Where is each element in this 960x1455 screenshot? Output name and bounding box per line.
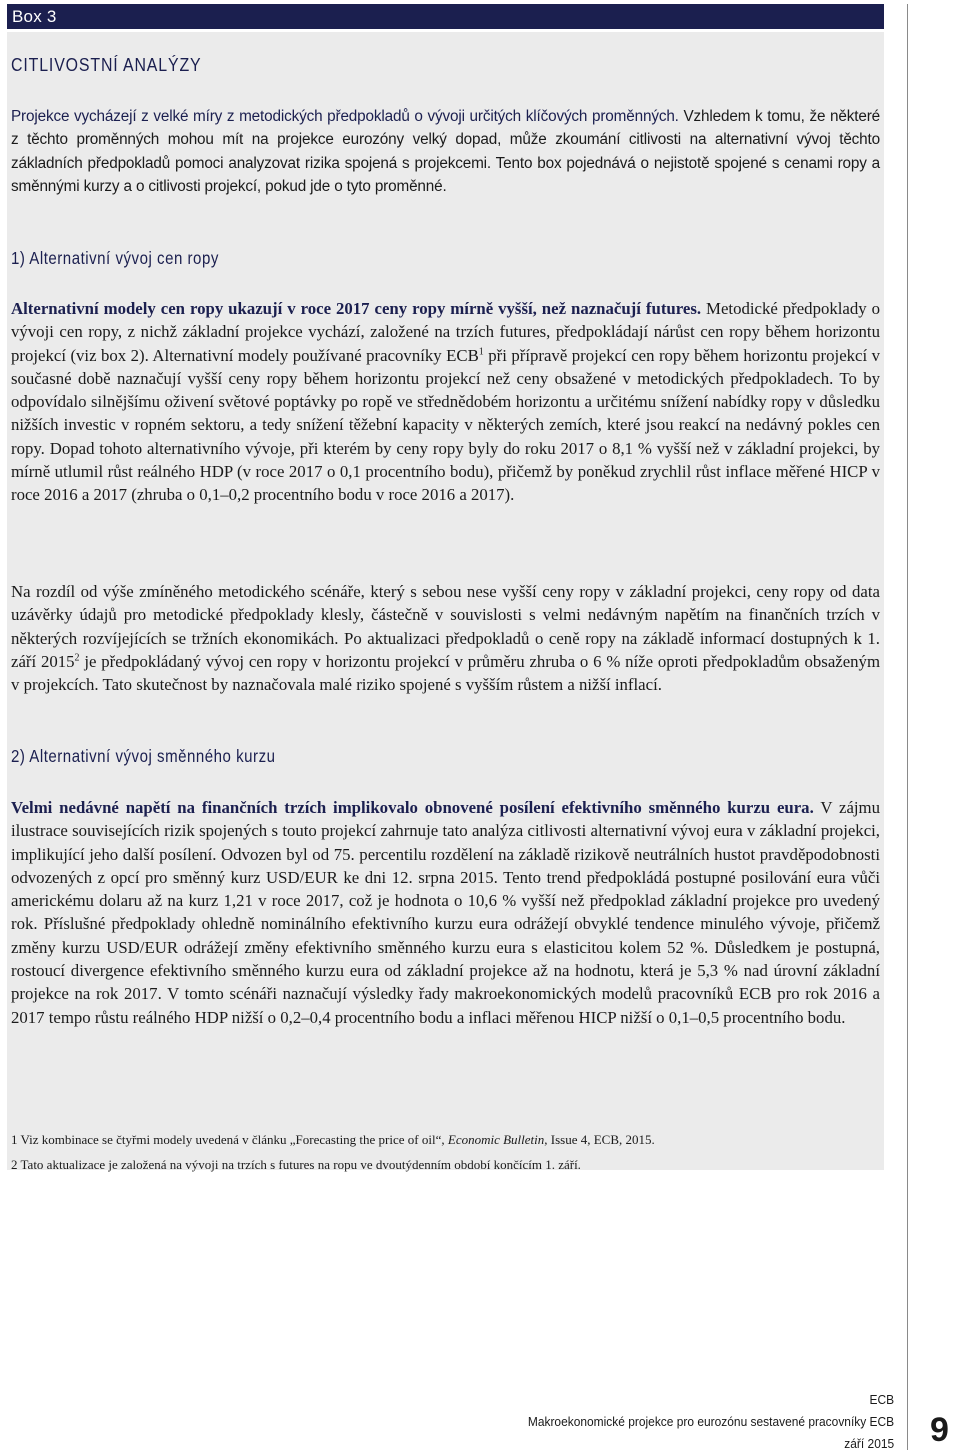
fx-body: V zájmu ilustrace souvisejících rizik spojených s touto projekcí zahrnuje tato analýza citlivosti alternativní vývoj eura v základní projekci, implikující jeho další posílení. Odvozen byl od 75. percentilu rozdělení na základě rizikově neutrálních hustot pravděpodobnosti odvozených z opcí pro směnný kurz USD/EUR ke dni 12. srpna 2015. Tento trend předpokládá postupné posilování eura vůči americkému dolaru až na kurz 1,21 v roce 2017, což je hodnota o 10,6 % vyšší než předpoklad základní projekce pro uvedený rok. Příslušné předpoklady ohledně nominálního efektivního kurzu eura odrážejí obvyklé tendence minulého vývoje, přičemž změny kurzu USD/EUR odrážejí změny efektivního směnného kurzu eura s elasticitou kolem 52 %. Důsledkem je postupná, rostoucí divergence efektivního směnného kurzu eura od základní projekce až na hodnotu, která je 5,3 % nad úrovní základní projekce na rok 2017. V tomto scénáři naznačují výsledky řady makroekonomických modelů pracovníků ECB pro rok 2016 a 2017 tempo růstu reálného HDP nižší o 0,2–0,4 procentního bodu a inflaci měřenou HICP nižší o 0,1–0,5 procentního bodu.	[11, 798, 880, 1027]
footer-org: ECB	[869, 1392, 894, 1407]
footnote-ref-1: 1	[478, 346, 484, 357]
oil-text-a: Metodické předpoklady o vývoji cen ropy, z nichž základní projekce vychází, založené na trzích futures, předpokládají nárůst cen ropy během horizontu projekcí (viz box 2). Alternativní modely používané pracovníky ECB	[11, 299, 880, 365]
footnote-2: 2 Tato aktualizace je založená na vývoji na trzích s futures na ropu ve dvoutýdenním období končícím 1. září.	[11, 1157, 581, 1172]
footnote-1	[11, 1127, 880, 1152]
oil-text-b: při přípravě projekcí cen ropy během horizontu projekcí v současné době naznačují vyšší ceny ropy během horizontu projekcí než ceny obsažené v metodických předpokladech. To by odpovídalo silnějšímu oživení světové poptávky po ropě ve střednědobém horizontu a určitému snížení nabídky ropy v důsledku nižších investic v ropném sektoru, a tedy snížení těžební kapacity v některých zemích, které jsou reakcí na nedávný pokles cen ropy. Dopad tohoto alternativního vývoje, při kterém by ceny ropy byly do roku 2017 o 8,1 % vyšší než v základní projekci, by mírně utlumil růst reálného HDP (v roce 2017 o 0,1 procentního bodu), přičemž by poněkud zrychlil růst inflace měřené HICP v roce 2016 a 2017 (zhruba o 0,1–0,2 procentního bodu v roce 2016 a 2017).	[11, 345, 880, 505]
fx-paragraph	[11, 796, 880, 1029]
footnote-1-text-b: , Issue 4, ECB, 2015.	[544, 1132, 655, 1147]
oil-paragraph-2	[11, 580, 880, 696]
oil-paragraph-1	[11, 297, 880, 507]
oil2-text-b: je předpokládaný vývoj cen ropy v horizontu projekcí v průměru zhruba o 6 % níže oproti předpokladům obsaženým v projekcích. Tato skutečnost by naznačovala malé riziko spojené s vyšším růstem a nižší inflací.	[11, 651, 881, 695]
footer-publication: Makroekonomické projekce pro eurozónu sestavené pracovníky ECB	[527, 1414, 894, 1429]
footnotes	[11, 1127, 880, 1177]
page-footer	[528, 1389, 894, 1455]
footnote-1-text-a: 1 Viz kombinace se čtyřmi modely uvedená v článku „Forecasting the price of oil“,	[11, 1132, 445, 1147]
intro-body: Vzhledem k tomu, že některé z těchto proměnných mohou mít na projekce eurozóny velký dopad, může zkoumání citlivosti na alternativní vývoj těchto základních předpokladů pomoci analyzovat rizika spojená s projekcemi. Tento box pojednává o nejistotě spojené s cenami ropy a směnnými kurzy a o citlivosti projekcí, pokud jde o tyto proměnné.	[11, 108, 880, 195]
page-number: 9	[930, 1411, 949, 1449]
footer-date: září 2015	[844, 1436, 894, 1451]
section-heading-oil: 1) Alternativní vývoj cen ropy	[11, 248, 219, 268]
intro-lead: Projekce vycházejí z velké míry z metodických předpokladů o vývoji určitých klíčových proměnných.	[11, 108, 679, 125]
box-title: CITLIVOSTNÍ ANALÝZY	[11, 54, 202, 75]
intro-paragraph	[11, 105, 880, 198]
footnote-1-journal: Economic Bulletin	[447, 1132, 545, 1147]
oil2-text-a: Na rozdíl od výše zmíněného metodického scénáře, který s sebou nese vyšší ceny ropy v základní projekci, ceny ropy od data uzávěrky údajů pro metodické předpoklady klesly, částečně v souvislosti s velmi nedávným napětím na finančních trzích v některých rozvíjejících se tržních ekonomikách. Po aktualizaci předpokladů o ceně ropy na základě informací dostupných k 1. září 2015	[11, 582, 880, 671]
box-label: Box 3	[7, 4, 884, 29]
section-heading-fx: 2) Alternativní vývoj směnného kurzu	[11, 746, 276, 766]
footnote-ref-2: 2	[74, 652, 80, 664]
oil-lead: Alternativní modely cen ropy ukazují v roce 2017 ceny ropy mírně vyšší, než naznačují futures.	[11, 299, 702, 318]
page-edge-rule	[907, 4, 908, 1450]
fx-lead: Velmi nedávné napětí na finančních trzích implikovalo obnovené posílení efektivního směnného kurzu eura.	[11, 798, 814, 817]
